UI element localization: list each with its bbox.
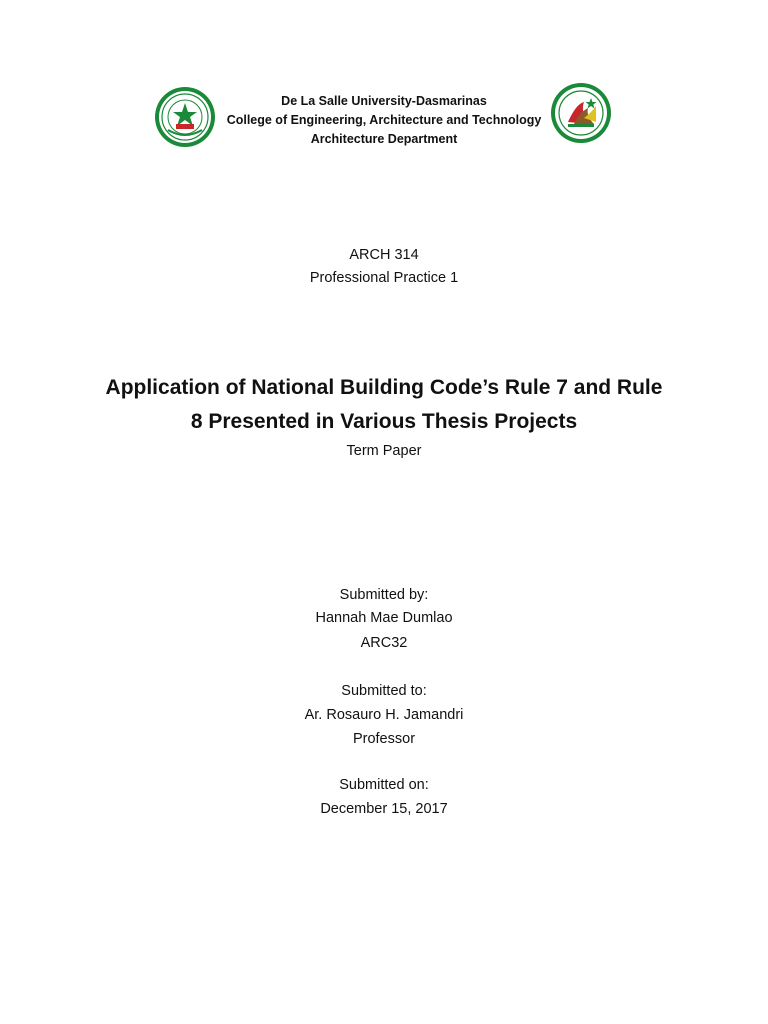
- paper-type: Term Paper: [346, 443, 422, 459]
- college-name: College of Engineering, Architecture and Technology: [226, 113, 542, 127]
- author-name: Hannah Mae Dumlao: [315, 610, 453, 626]
- author-section: ARC32: [360, 635, 408, 651]
- department-name: Architecture Department: [310, 132, 458, 146]
- university-name: De La Salle University-Dasmarinas: [281, 94, 487, 108]
- submission-date: December 15, 2017: [320, 801, 448, 817]
- professor-role: Professor: [352, 731, 416, 747]
- paper-title-line-2: 8 Presented in Various Thesis Projects: [190, 410, 578, 433]
- paper-title-line-1: Application of National Building Code’s Rule 7 and Rule: [105, 376, 663, 399]
- course-code: ARCH 314: [349, 247, 419, 263]
- submitted-to-label: Submitted to:: [341, 683, 427, 699]
- submitted-by-label: Submitted by:: [339, 587, 429, 603]
- course-name: Professional Practice 1: [309, 270, 459, 286]
- professor-name: Ar. Rosauro H. Jamandri: [304, 707, 464, 723]
- submitted-on-label: Submitted on:: [339, 777, 429, 793]
